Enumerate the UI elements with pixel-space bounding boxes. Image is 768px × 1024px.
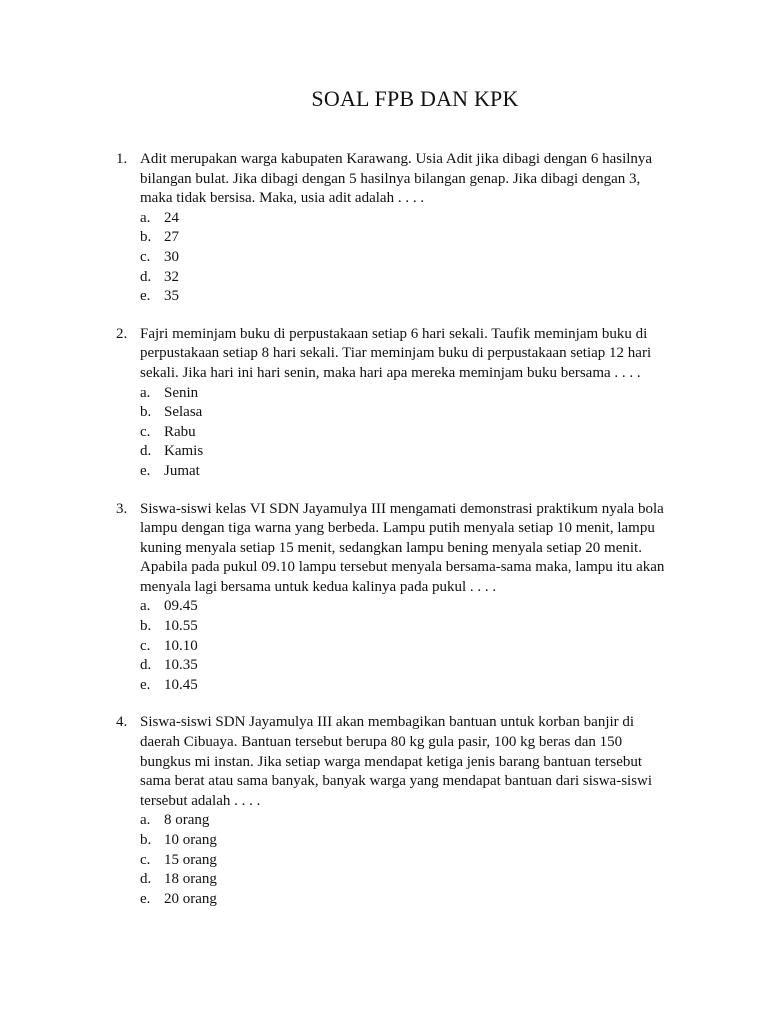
question-item: [116, 325, 676, 482]
answer-option: [140, 890, 676, 910]
question-text: Siswa-siswi SDN Jayamulya III akan membagikan bantuan untuk korban banjir di daerah Cibuaya. Bantuan tersebut berupa 80 kg gula pasir, 100 kg beras dan 150 bungkus mi instan. Jika setiap warga mendapat ketiga jenis barang bantuan tersebut sama berat atau sama banyak, banyak warga yang mendapat bantuan dari siswa-siswi tersebut adalah . . . .: [140, 714, 653, 809]
option-letter: d.: [140, 443, 152, 460]
option-text: Senin: [164, 384, 199, 401]
option-text: 8 orang: [164, 812, 210, 829]
option-text: 10.55: [164, 618, 198, 635]
option-text: Selasa: [164, 404, 203, 421]
answer-option: [140, 268, 676, 288]
option-text: Kamis: [164, 443, 204, 460]
option-text: 24: [164, 209, 179, 226]
option-text: 30: [164, 248, 179, 265]
option-text: 10.10: [164, 637, 198, 654]
option-letter: c.: [140, 851, 151, 868]
option-letter: d.: [140, 657, 152, 674]
answer-option: [140, 403, 676, 423]
answer-option: [140, 248, 676, 268]
option-letter: c.: [140, 248, 151, 265]
answer-option: [140, 384, 676, 404]
question-number: 3.: [116, 500, 128, 517]
answer-option: [140, 442, 676, 462]
option-text: 27: [164, 229, 179, 246]
option-letter: b.: [140, 229, 152, 246]
answer-option: [140, 597, 676, 617]
answer-option: [140, 617, 676, 637]
answer-options: [140, 209, 676, 307]
option-text: Jumat: [164, 462, 200, 479]
answer-options: [140, 384, 676, 482]
question-number: 2.: [116, 325, 128, 342]
option-letter: a.: [140, 598, 151, 615]
option-letter: a.: [140, 209, 151, 226]
option-letter: d.: [140, 268, 152, 285]
answer-option: [140, 870, 676, 890]
option-letter: e.: [140, 890, 151, 907]
question-text: Fajri meminjam buku di perpustakaan setiap 6 hari sekali. Taufik meminjam buku di perpustakaan setiap 8 hari sekali. Tiar meminjam buku di perpustakaan setiap 12 hari sekali. Jika hari ini hari senin, maka hari apa mereka meminjam buku bersama . . . .: [140, 325, 652, 381]
answer-option: [140, 462, 676, 482]
option-letter: e.: [140, 288, 151, 305]
option-text: 10.35: [164, 657, 198, 674]
option-letter: c.: [140, 637, 151, 654]
option-letter: b.: [140, 404, 152, 421]
question-number: 1.: [116, 151, 128, 167]
option-text: 18 orang: [164, 871, 217, 888]
answer-option: [140, 287, 676, 307]
question-text: Adit merupakan warga kabupaten Karawang. Usia Adit jika dibagi dengan 6 hasilnya bilangan bulat. Jika dibagi dengan 5 hasilnya bilangan genap. Jika dibagi dengan 3, maka tidak bersisa. Maka, usia adit adalah . . . .: [140, 151, 653, 207]
question-item: [116, 150, 676, 307]
option-text: 15 orang: [164, 851, 217, 868]
option-letter: a.: [140, 812, 151, 829]
answer-option: [140, 676, 676, 696]
option-letter: e.: [140, 676, 151, 693]
option-letter: d.: [140, 871, 152, 888]
option-text: 10 orang: [164, 832, 217, 848]
answer-option: [140, 423, 676, 443]
question-item: [116, 500, 676, 696]
document-title: SOAL FPB DAN KPK: [311, 86, 519, 111]
option-text: Rabu: [164, 423, 196, 440]
option-text: 32: [164, 268, 179, 285]
question-text: Siswa-siswi kelas VI SDN Jayamulya III mengamati demonstrasi praktikum nyala bola lampu dengan tiga warna yang berbeda. Lampu putih menyala setiap 10 menit, lampu kuning menyala setiap 15 menit, sedangkan lampu bening menyala setiap 20 menit. Apabila pada pukul 09.10 lampu tersebut menyala bersama-sama maka, lampu itu akan menyala lagi bersama untuk kedua kalinya pada pukul . . . .: [140, 500, 665, 595]
question-item: [116, 713, 676, 909]
option-letter: b.: [140, 832, 152, 848]
answer-option: [140, 656, 676, 676]
answer-option: [140, 637, 676, 657]
option-letter: a.: [140, 384, 151, 401]
option-text: 09.45: [164, 598, 198, 615]
answer-options: [140, 811, 676, 909]
answer-option: [140, 209, 676, 229]
question-list: [116, 150, 676, 909]
answer-option: [140, 811, 676, 831]
option-letter: c.: [140, 423, 151, 440]
question-number: 4.: [116, 714, 128, 731]
option-text: 35: [164, 288, 179, 305]
answer-option: [140, 851, 676, 871]
option-letter: e.: [140, 462, 151, 479]
option-text: 20 orang: [164, 890, 217, 907]
answer-options: [140, 597, 676, 695]
answer-option: [140, 831, 676, 851]
option-text: 10.45: [164, 676, 198, 693]
option-letter: b.: [140, 618, 152, 635]
answer-option: [140, 228, 676, 248]
